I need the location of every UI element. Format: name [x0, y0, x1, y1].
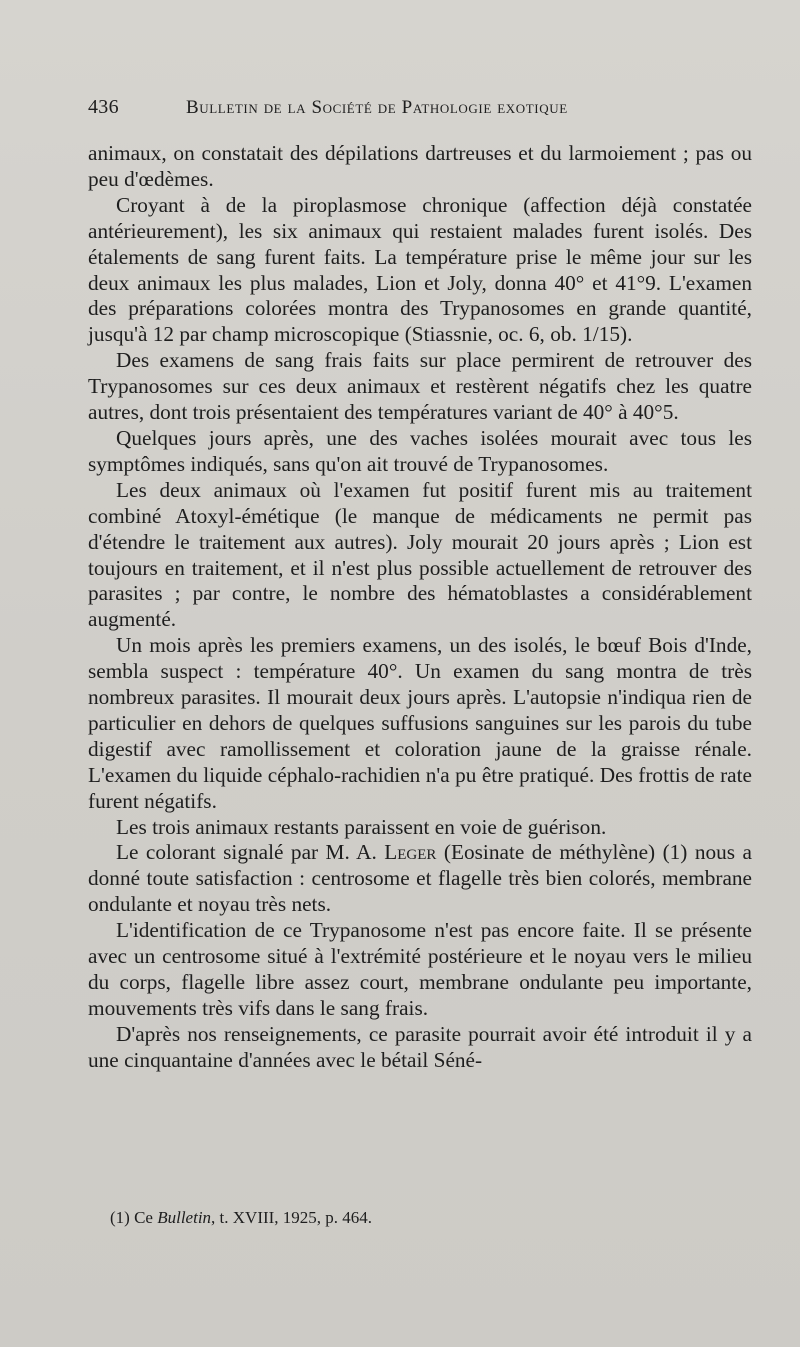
- paragraph: Les deux animaux où l'examen fut positif furent mis au traitement combiné Atoxyl-émétique (le manque de médicaments ne permit pas d'étendre le traitement aux autres). Joly mourait 20 jours après ; Lion est toujours en traitement, et il n'est plus possible actuellement de retrouver des parasites ; par contre, le nombre des hématoblastes a considérablement augmenté.: [88, 477, 752, 632]
- footnote-title: Bulletin: [157, 1208, 212, 1227]
- paragraph: L'identification de ce Trypanosome n'est pas encore faite. Il se présente avec un centrosome situé à l'extrémité postérieure et le noyau vers le milieu du corps, flagelle libre assez court, membrane ondulante peu importante, mouvements très vifs dans le sang frais.: [88, 918, 752, 1020]
- paragraph: D'après nos renseignements, ce parasite pourrait avoir été introduit il y a une cinquantaine d'années avec le bétail Séné-: [88, 1021, 752, 1072]
- paragraph: animaux, on constatait des dépilations dartreuses et du larmoiement ; pas ou peu d'œdèmes.: [88, 141, 752, 191]
- paragraph: Des examens de sang frais faits sur place permirent de retrouver des Trypanosomes sur ces deux animaux et restèrent négatifs chez les quatre autres, dont trois présentaient des températures variant de 40° à 40°5.: [88, 348, 752, 425]
- author-name: Leger: [384, 840, 437, 865]
- body-text: [88, 141, 752, 1074]
- paragraph: Quelques jours après, une des vaches isolées mourait avec tous les symptômes indiqués, sans qu'on ait trouvé de Trypanosomes.: [88, 425, 752, 476]
- running-title: Bulletin de la Société de Pathologie exotique: [186, 97, 568, 118]
- footnote-prefix: (1) Ce: [110, 1208, 158, 1227]
- footnote-rest: , t. XVIII, 1925, p. 464.: [211, 1208, 373, 1227]
- paragraph-leger: [88, 840, 752, 918]
- paragraph: Croyant à de la piroplasmose chronique (affection déjà constatée antérieurement), les six animaux qui restaient malades furent isolés. Des étalements de sang furent faits. La température prise le même jour sur les deux animaux les plus malades, Lion et Joly, donna 40° et 41°9. L'examen des préparations colorées montra des Trypanosomes en grande quantité, jusqu'à 12 par champ microscopique (Stiassnie, oc. 6, ob. 1/15).: [88, 192, 752, 347]
- leger-text-before: Le colorant signalé par M. A.: [116, 840, 385, 865]
- leger-text-after: (Eosinate de méthylène) (1) nous a donné toute satisfaction : centrosome et flagelle très bien colorés, membrane ondulante et noyau très nets.: [88, 840, 752, 917]
- footnote: [110, 1208, 372, 1228]
- paragraph: Un mois après les premiers examens, un des isolés, le bœuf Bois d'Inde, sembla suspect : température 40°. Un examen du sang montra de très nombreux parasites. Il mourait deux jours après. L'autopsie n'indiqua rien de particulier en dehors de quelques suffusions sanguines sur les parois du tube digestif avec ramollissement et coloration jaune de la graisse rénale. L'examen du liquide céphalo-rachidien n'a pu être pratiqué. Des frottis de rate furent négatifs.: [88, 633, 752, 813]
- paragraph: Les trois animaux restants paraissent en voie de guérison.: [116, 814, 607, 839]
- page-number: 436: [88, 96, 119, 118]
- page-header: [88, 96, 688, 126]
